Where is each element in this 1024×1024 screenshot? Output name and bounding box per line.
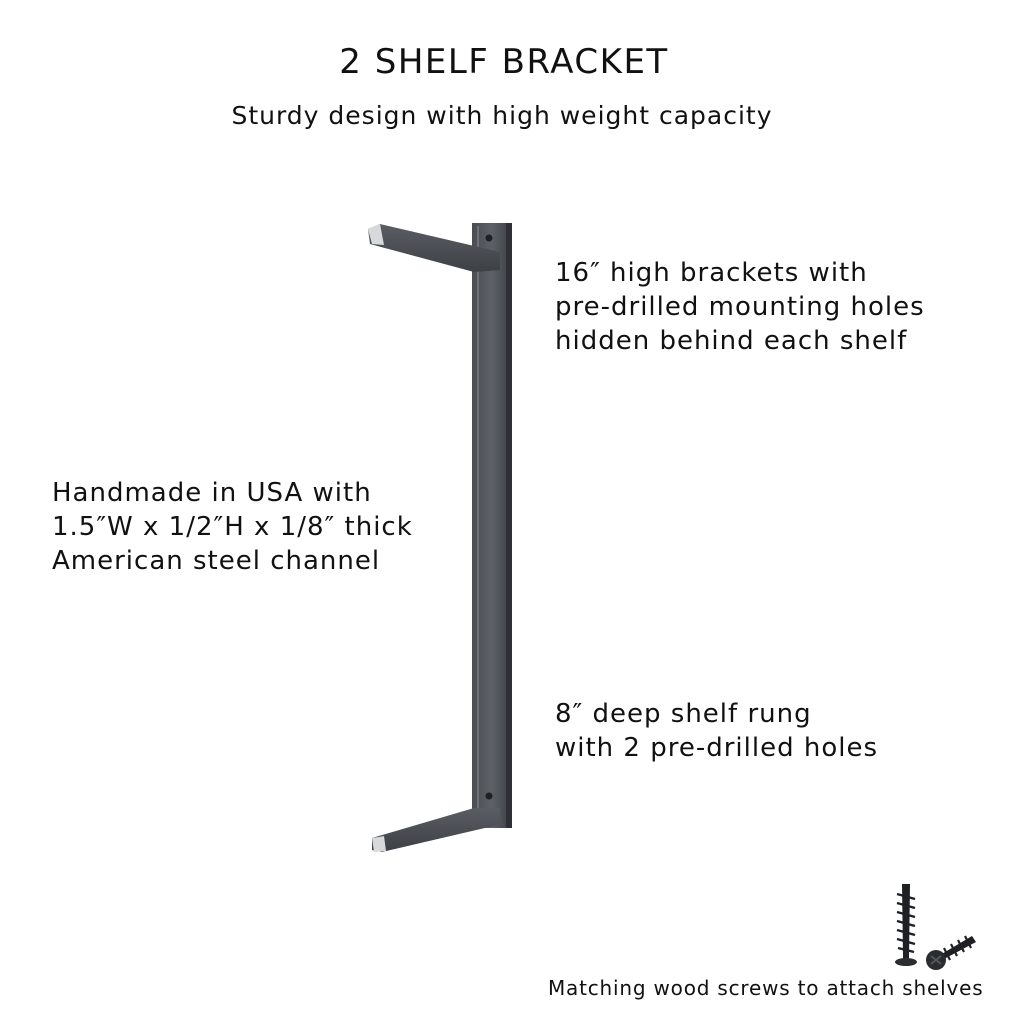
callout-line: 16″ high brackets with (555, 258, 868, 288)
callout-wood-screws: Matching wood screws to attach shelves (548, 976, 984, 1000)
page-title: 2 SHELF BRACKET (339, 42, 669, 82)
callout-line: 8″ deep shelf rung (555, 699, 812, 729)
callout-line: with 2 pre-drilled holes (555, 733, 879, 763)
callout-line: 1.5″W x 1/2″H x 1/8″ thick (52, 512, 413, 542)
callout-line: pre-drilled mounting holes (555, 292, 925, 322)
page-subtitle: Sturdy design with high weight capacity (231, 101, 773, 130)
callout-line: hidden behind each shelf (555, 326, 908, 356)
callout-line: American steel channel (52, 546, 381, 576)
screw-diagonal (926, 936, 976, 970)
callout-line: Handmade in USA with (52, 478, 372, 508)
screw-vertical (895, 884, 917, 966)
